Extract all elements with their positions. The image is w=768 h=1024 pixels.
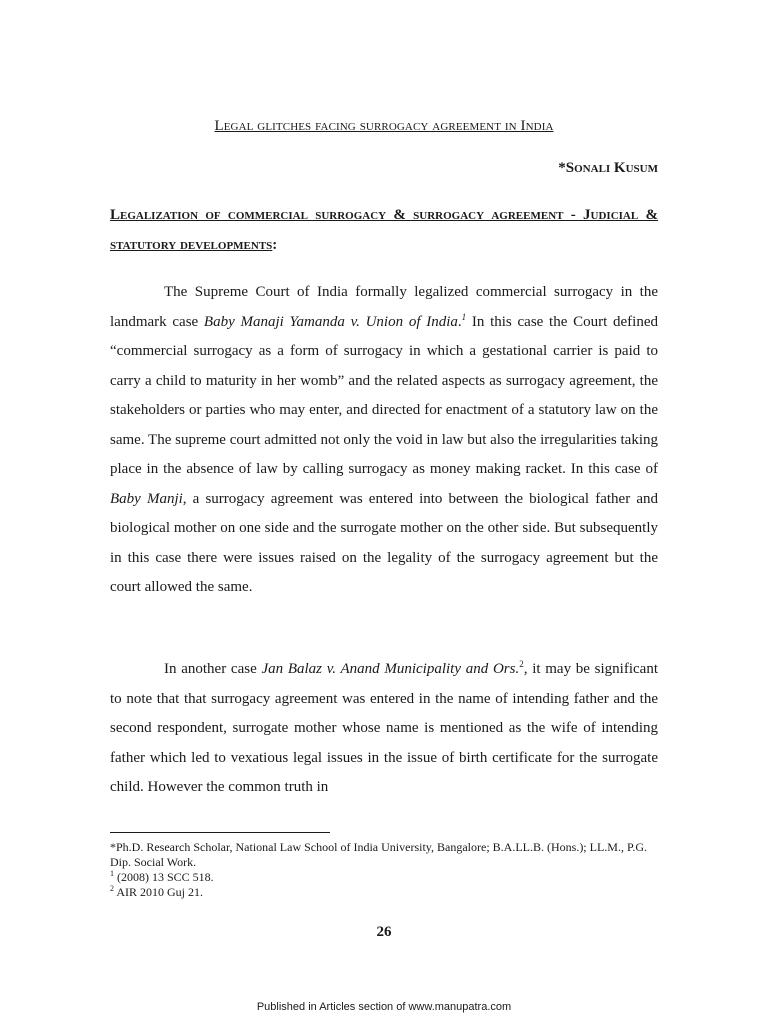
footnote-1-text: (2008) 13 SCC 518. — [114, 870, 214, 884]
footnote-2-text: AIR 2010 Guj 21. — [114, 885, 204, 899]
article-title: Legal glitches facing surrogacy agreement in India — [214, 118, 554, 134]
case-name-baby-manji: Baby Manji — [110, 490, 183, 507]
footnote-author: *Ph.D. Research Scholar, National Law School of India University, Bangalore; B.A.LL.B. (Hons.); LL.M., P.G. Dip. Social Work. — [110, 840, 647, 869]
paragraph-1-text-b: . — [457, 313, 462, 330]
footnote-ref-2[interactable]: 2 — [519, 659, 524, 669]
paragraph-1-text-d: , a surrogacy agreement was entered into between the biological father and biological mother on one side and the surrogate mother on the other side. But subsequently in this case there were issues raised on the legality of the surrogacy agreement but the court allowed the same. — [110, 490, 658, 595]
footnote-ref-1[interactable]: 1 — [461, 311, 467, 322]
footnote-2 — [110, 885, 658, 900]
section-heading — [110, 200, 658, 260]
paragraph-2-text-a: In another case — [164, 661, 262, 677]
author-name: *Sonali Kusum — [558, 160, 658, 176]
case-name-jan-balaz: Jan Balaz v. Anand Municipality and Ors. — [261, 661, 520, 677]
section-heading-colon: : — [272, 237, 278, 253]
paragraph-2-text-b: , it may be significant to note that that surrogacy agreement was entered in the name of intending father and the second respondent, surrogate mother whose name is mentioned as the wife of intending father which led to vexatious legal issues in the issue of birth certificate for the surrogate child. However the common truth in — [110, 661, 658, 795]
page-number: 26 — [376, 924, 392, 940]
paragraph-2 — [110, 655, 658, 803]
paragraph-1-text-a: The Supreme Court of India formally legalized commercial surrogacy in the landmark case — [110, 284, 658, 330]
publisher-footer: Published in Articles section of www.manupatra.com — [256, 1001, 512, 1013]
footnote-divider — [110, 832, 330, 833]
case-name-baby-manaji: Baby Manaji Yamanda v. Union of India — [203, 313, 458, 330]
paragraph-1-text-c: In this case the Court defined “commercial surrogacy as a form of surrogacy in which a gestational carrier is paid to carry a child to maturity in her womb” and the related aspects as surrogacy agreement, the stakeholders or parties who may enter, and directed for enactment of a statutory law on the same. The supreme court admitted not only the void in law but also the irregularities taking place in the absence of law by calling surrogacy as money making racket. In this case of — [110, 313, 658, 477]
section-heading-text: Legalization of commercial surrogacy & surrogacy agreement - Judicial & statutory developments — [110, 207, 658, 253]
paragraph-1 — [110, 278, 658, 603]
footnote-2-mark: 2 — [110, 884, 114, 893]
footnote-1 — [110, 870, 658, 885]
footnotes — [110, 840, 658, 900]
footnote-1-mark: 1 — [110, 869, 114, 878]
